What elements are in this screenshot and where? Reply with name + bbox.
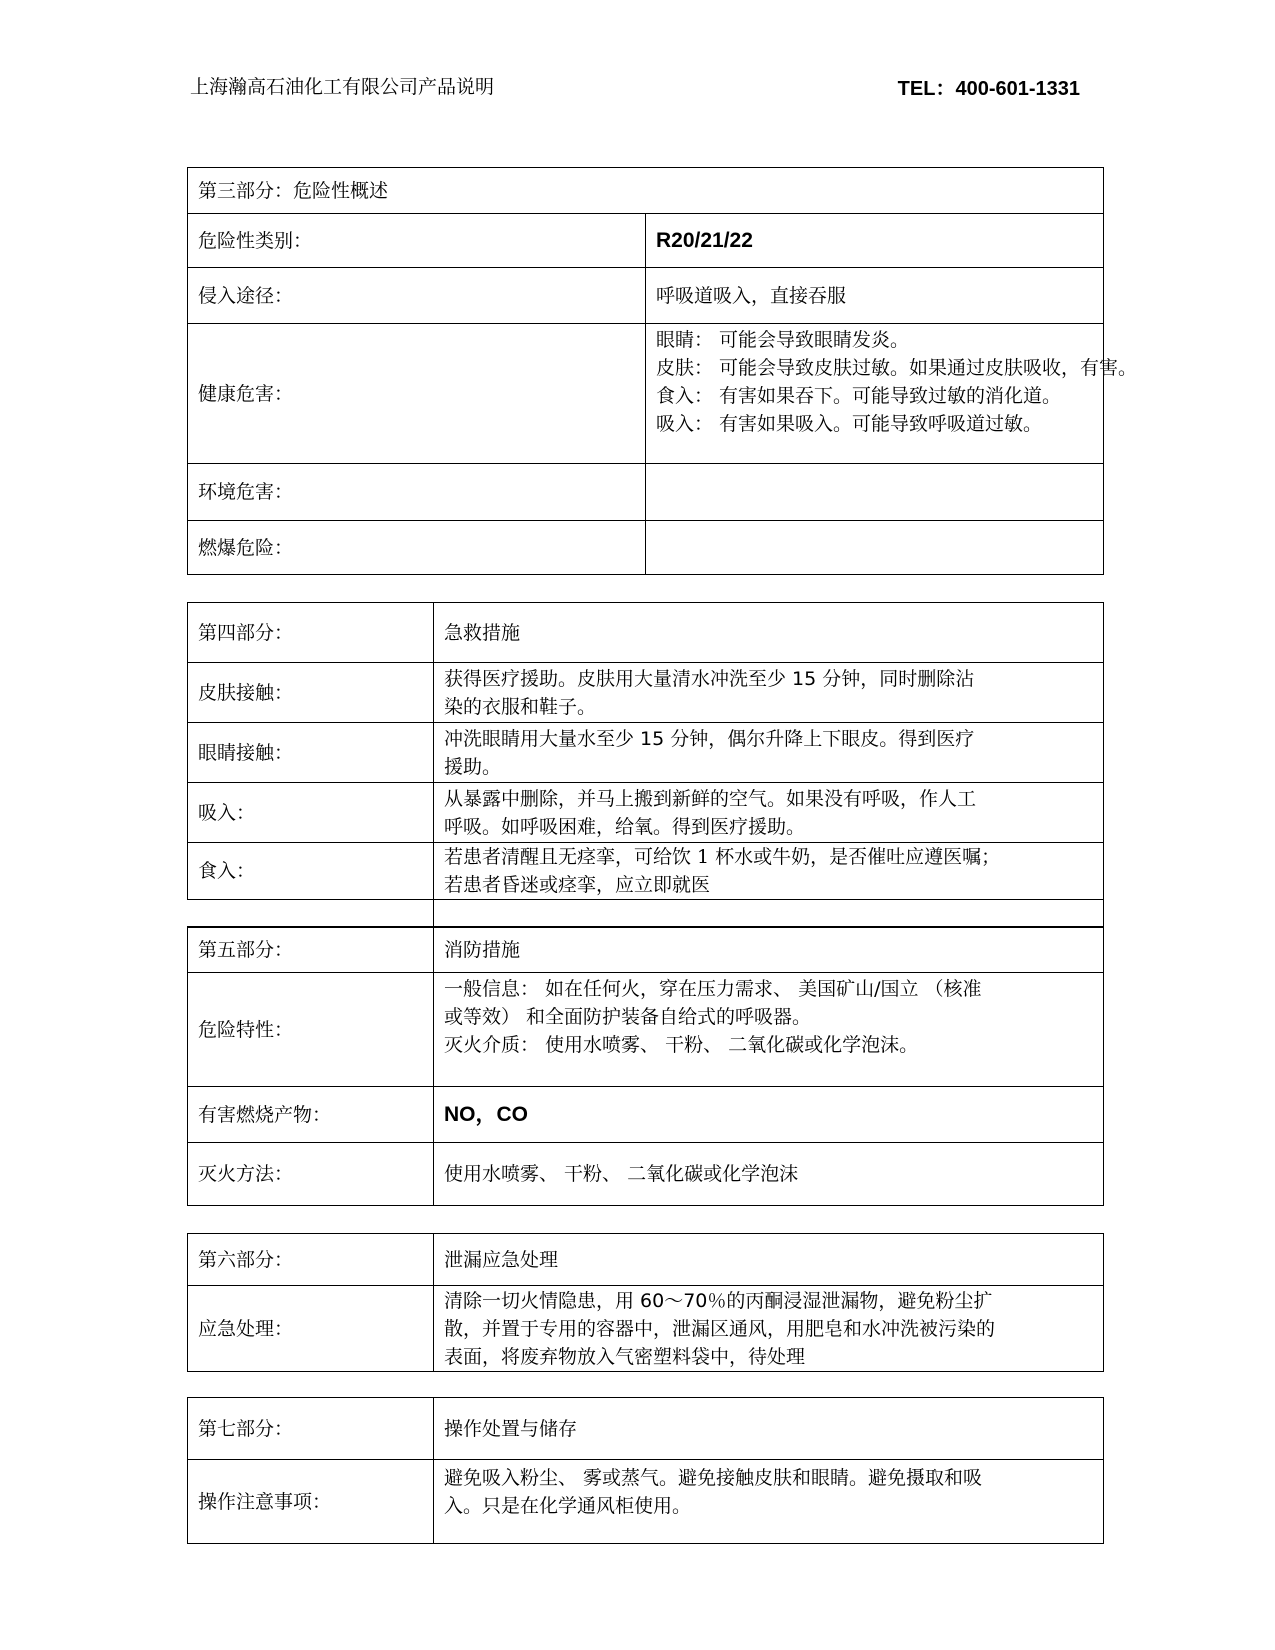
company-name: 上海瀚高石油化工有限公司产品说明 <box>190 76 495 98</box>
ingest-value <box>434 843 1104 900</box>
health-skin: 皮肤： 可能会导致皮肤过敏。如果通过皮肤吸收，有害。 <box>656 357 1138 379</box>
env-label: 环境危害： <box>188 464 646 521</box>
skin-line-2: 染的衣服和鞋子。 <box>444 695 597 718</box>
section-4-label: 第四部分： <box>188 603 434 663</box>
route-value: 呼吸道吸入，直接吞服 <box>646 268 1104 324</box>
health-eye: 眼睛： 可能会导致眼睛发炎。 <box>656 329 910 351</box>
section-6-title: 泄漏应急处理 <box>434 1234 1104 1286</box>
hazard-class-value: R20/21/22 <box>646 214 1104 268</box>
operation-notes-value <box>434 1460 1104 1544</box>
section-3-table <box>187 167 1138 575</box>
ingest-line-1: 若患者清醒且无痉挛，可给饮 1 杯水或牛奶，是否催吐应遵医嘱； <box>444 846 1001 868</box>
section-4-table <box>187 602 1104 928</box>
section-3-title: 第三部分：危险性概述 <box>188 168 1104 214</box>
env-value <box>646 464 1104 521</box>
inhale-value <box>434 783 1104 843</box>
fire-hazard-line-3: 灭火介质： 使用水喷雾、 干粉、 二氧化碳或化学泡沫。 <box>444 1034 919 1056</box>
skin-line-1: 获得医疗援助。皮肤用大量清水冲洗至少 15 分钟，同时删除沾 <box>444 667 975 690</box>
inhale-label: 吸入： <box>188 783 434 843</box>
fire-hazard-label: 危险特性： <box>188 973 434 1087</box>
section-7-title: 操作处置与储存 <box>434 1398 1104 1460</box>
combustion-products-value: NO，CO <box>434 1087 1104 1143</box>
emergency-handling-label: 应急处理： <box>188 1286 434 1372</box>
section-5-table <box>187 926 1104 1206</box>
fire-hazard-line-2: 或等效） 和全面防护装备自给式的呼吸器。 <box>444 1006 812 1028</box>
section-5-title: 消防措施 <box>434 927 1104 973</box>
extinguish-method-label: 灭火方法： <box>188 1143 434 1206</box>
operation-notes-label: 操作注意事项： <box>188 1460 434 1544</box>
skin-value <box>434 663 1104 723</box>
spacer-cell-1 <box>188 900 434 928</box>
fire-label: 燃爆危险： <box>188 521 646 575</box>
emergency-handling-value <box>434 1286 1104 1372</box>
section-7-label: 第七部分： <box>188 1398 434 1460</box>
inhale-line-2: 呼吸。如呼吸困难，给氧。得到医疗援助。 <box>444 815 806 838</box>
hazard-class-label: 危险性类别： <box>188 214 646 268</box>
fire-hazard-value <box>434 973 1104 1087</box>
section-6-table <box>187 1233 1104 1372</box>
section-6-label: 第六部分： <box>188 1234 434 1286</box>
eye-line-1: 冲洗眼睛用大量水至少 15 分钟，偶尔升降上下眼皮。得到医疗 <box>444 727 975 750</box>
eye-value <box>434 723 1104 783</box>
extinguish-method-value: 使用水喷雾、 干粉、 二氧化碳或化学泡沫 <box>434 1143 1104 1206</box>
handling-line-2: 散，并置于专用的容器中，泄漏区通风，用肥皂和水冲洗被污染的 <box>444 1317 996 1340</box>
combustion-products-label: 有害燃烧产物： <box>188 1087 434 1143</box>
health-ingest: 食入： 有害如果吞下。可能导致过敏的消化道。 <box>656 385 1062 407</box>
eye-label: 眼睛接触： <box>188 723 434 783</box>
health-hazards <box>646 324 1138 464</box>
ingest-label: 食入： <box>188 843 434 900</box>
skin-label: 皮肤接触： <box>188 663 434 723</box>
notes-line-1: 避免吸入粉尘、 雾或蒸气。避免接触皮肤和眼睛。避免摄取和吸 <box>444 1467 983 1489</box>
section-4-title: 急救措施 <box>434 603 1104 663</box>
page-header <box>190 72 1080 102</box>
section-5-label: 第五部分： <box>188 927 434 973</box>
section-7-table <box>187 1397 1104 1544</box>
handling-line-1: 清除一切火情隐患，用 60～70％的丙酮浸湿泄漏物，避免粉尘扩 <box>444 1289 993 1312</box>
health-inhale: 吸入： 有害如果吸入。可能导致呼吸道过敏。 <box>656 413 1043 435</box>
notes-line-2: 入。只是在化学通风柜使用。 <box>444 1495 692 1517</box>
health-label: 健康危害： <box>188 324 646 464</box>
ingest-line-2: 若患者昏迷或痉挛，应立即就医 <box>444 874 711 896</box>
handling-line-3: 表面，将废弃物放入气密塑料袋中，待处理 <box>444 1345 806 1368</box>
spacer-cell-2 <box>434 900 1104 928</box>
eye-line-2: 援助。 <box>444 755 502 778</box>
inhale-line-1: 从暴露中删除，并马上搬到新鲜的空气。如果没有呼吸，作人工 <box>444 787 977 810</box>
fire-value <box>646 521 1104 575</box>
telephone: TEL：400-601-1331 <box>897 78 1080 100</box>
fire-hazard-line-1: 一般信息： 如在任何火，穿在压力需求、 美国矿山/国立 （核准 <box>444 978 982 1000</box>
route-label: 侵入途径： <box>188 268 646 324</box>
